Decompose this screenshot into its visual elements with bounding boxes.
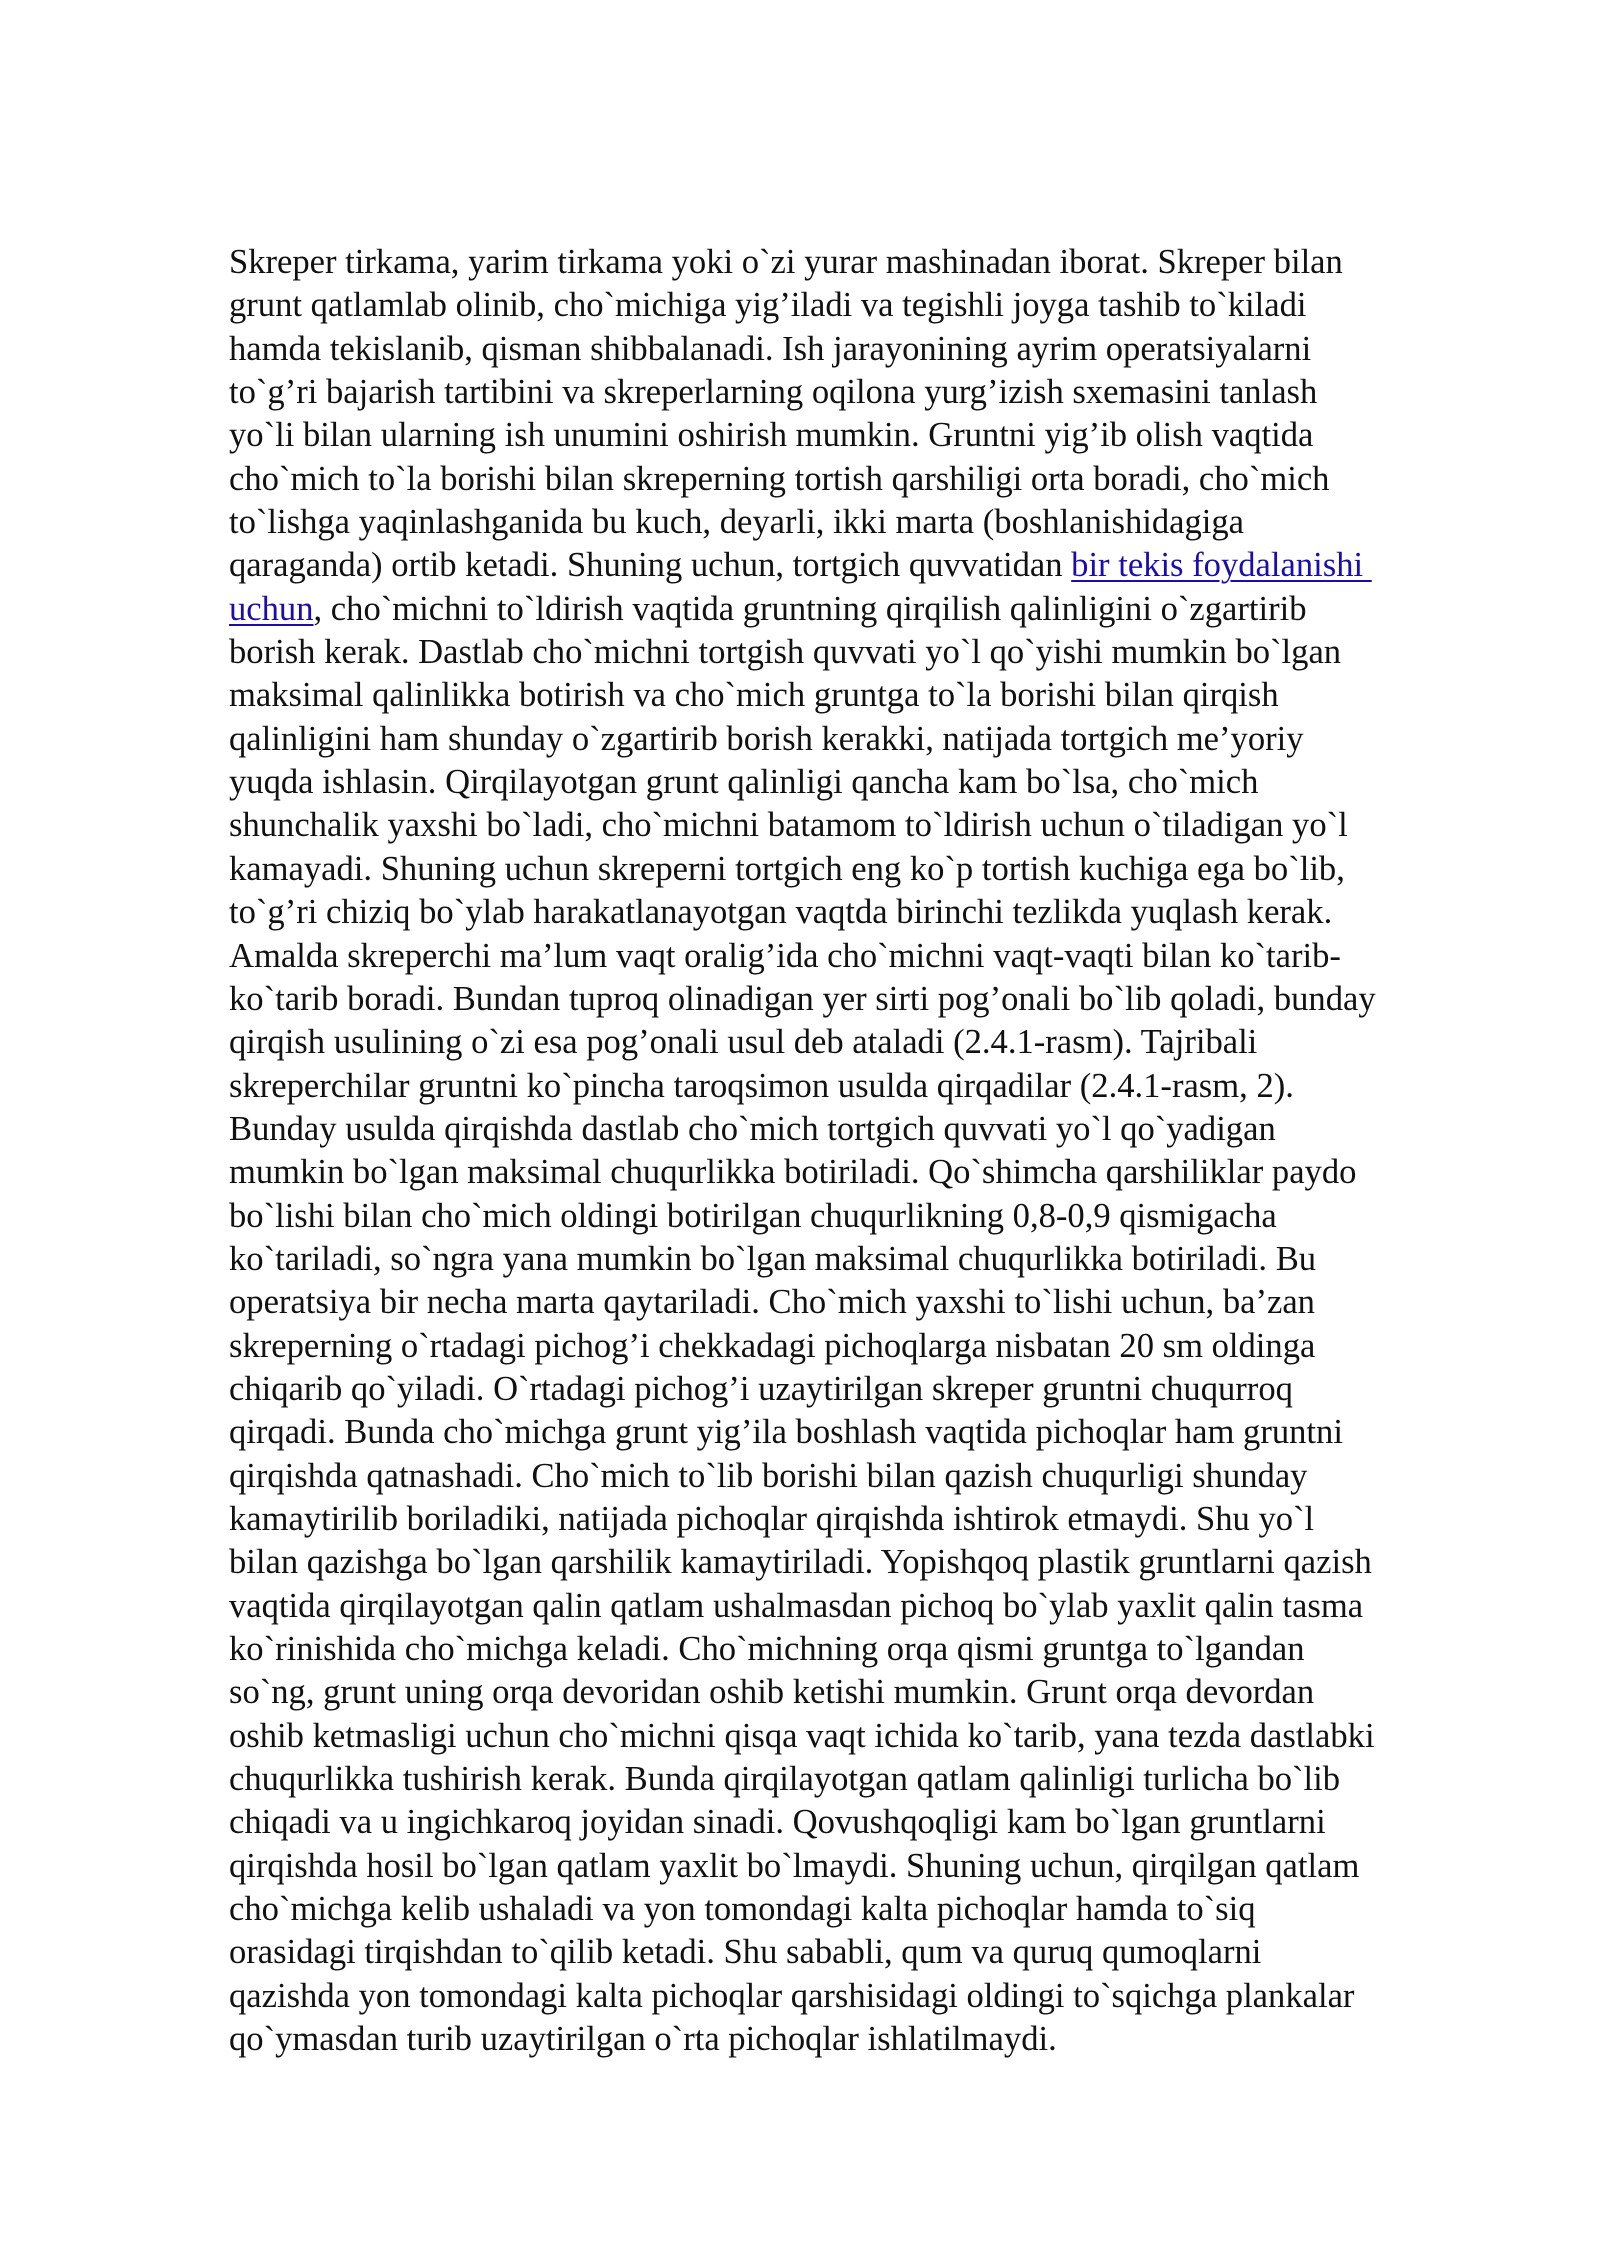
text-line: skreperning o`rtadagi pichog’i chekkadagi pichoqlarga nisbatan 20 sm oldinga	[229, 1326, 1316, 1365]
text-line: orasidagi tirqishdan to`qilib ketadi. Shu sababli, qum va quruq qumoqlarni	[229, 1933, 1262, 1972]
text-line: operatsiya bir necha marta qaytariladi. Cho`mich yaxshi to`lishi uchun, ba’zan	[229, 1283, 1315, 1322]
text-line: to`lishga yaqinlashganida bu kuch, deyarli, ikki marta (boshlanishidagiga	[229, 503, 1245, 542]
text-line: cho`michga kelib ushaladi va yon tomondagi kalta pichoqlar hamda to`siq	[229, 1890, 1256, 1929]
text-line: skreperchilar gruntni ko`pincha taroqsimon usulda qirqadilar (2.4.1-rasm, 2).	[229, 1066, 1294, 1105]
text-segment: , cho`michni to`ldirish vaqtida gruntning qirqilish qalinligini o`zgartirib	[313, 589, 1307, 628]
text-line: maksimal qalinlikka botirish va cho`mich gruntga to`la borishi bilan qirqish	[229, 676, 1279, 715]
text-line: borish kerak. Dastlab cho`michni tortgish quvvati yo`l qo`yishi mumkin bo`lgan	[229, 633, 1342, 672]
text-line: grunt qatlamlab olinib, cho`michiga yig’iladi va tegishli joyga tashib to`kiladi	[229, 286, 1307, 325]
text-line: kamayadi. Shuning uchun skreperni tortgich eng ko`p tortish kuchiga ega bo`lib,	[229, 849, 1345, 888]
text-line: Amalda skreperchi ma’lum vaqt oralig’ida cho`michni vaqt-vaqti bilan ko`tarib-	[229, 936, 1341, 975]
text-line: qirqishda hosil bo`lgan qatlam yaxlit bo`lmaydi. Shuning uchun, qirqilgan qatlam	[229, 1846, 1360, 1885]
text-line: mumkin bo`lgan maksimal chuqurlikka botiriladi. Qo`shimcha qarshiliklar paydo	[229, 1153, 1357, 1192]
text-line: ko`rinishida cho`michga keladi. Cho`michning orqa qismi gruntga to`lgandan	[229, 1630, 1305, 1668]
text-line: Bunday usulda qirqishda dastlab cho`mich tortgich quvvati yo`l qo`yadigan	[229, 1109, 1276, 1148]
text-line: to`g’ri chiziq bo`ylab harakatlanayotgan vaqtda birinchi tezlikda yuqlash kerak.	[229, 893, 1333, 932]
text-line: qirqish usulining o`zi esa pog’onali usul deb ataladi (2.4.1-rasm). Tajribali	[229, 1023, 1258, 1062]
text-line-with-link	[229, 544, 1529, 587]
body-paragraph	[229, 241, 1529, 2105]
text-line: qirqadi. Bunda cho`michga grunt yig’ila boshlash vaqtida pichoqlar ham gruntni	[229, 1413, 1343, 1452]
text-line	[229, 2061, 1529, 2104]
text-line: cho`mich to`la borishi bilan skreperning tortish qarshiligi orta boradi, cho`mich	[229, 459, 1330, 498]
text-line: chuqurlikka tushirish kerak. Bunda qirqilayotgan qatlam qalinligi turlicha bo`lib	[229, 1760, 1341, 1799]
text-line: ko`tarib boradi. Bundan tuproq olinadigan yer sirti pog’onali bo`lib qoladi, bunday	[229, 979, 1376, 1018]
text-line: vaqtida qirqilayotgan qalin qatlam ushalmasdan pichoq bo`ylab yaxlit qalin tasma	[229, 1586, 1364, 1625]
text-line: Skreper tirkama, yarim tirkama yoki o`zi yurar mashinadan iborat. Skreper bilan	[229, 243, 1343, 281]
inline-link-continued[interactable]: uchun	[229, 589, 314, 628]
text-line: chiqadi va u ingichkaroq joyidan sinadi. Qovushqoqligi kam bo`lgan gruntlarni	[229, 1803, 1326, 1842]
text-line: hamda tekislanib, qisman shibbalanadi. Ish jarayonining ayrim operatsiyalarni	[229, 329, 1312, 368]
text-line: yuqda ishlasin. Qirqilayotgan grunt qalinligi qancha kam bo`lsa, cho`mich	[229, 763, 1259, 802]
text-line: bilan qazishga bo`lgan qarshilik kamaytiriladi. Yopishqoq plastik gruntlarni qazish	[229, 1543, 1372, 1582]
text-line: yo`li bilan ularning ish unumini oshirish mumkin. Gruntni yig’ib olish vaqtida	[229, 416, 1314, 455]
text-line: bo`lishi bilan cho`mich oldingi botirilgan chuqurlikning 0,8-0,9 qismigacha	[229, 1196, 1277, 1235]
text-line: qirqishda qatnashadi. Cho`mich to`lib borishi bilan qazish chuqurligi shunday	[229, 1456, 1308, 1495]
text-line: chiqarib qo`yiladi. O`rtadagi pichog’i uzaytirilgan skreper gruntni chuqurroq	[229, 1369, 1293, 1408]
text-line: ko`tariladi, so`ngra yana mumkin bo`lgan maksimal chuqurlikka botiriladi. Bu	[229, 1239, 1317, 1278]
text-segment: qaraganda) ortib ketadi. Shuning uchun, tortgich quvvatidan	[229, 546, 1072, 585]
text-line: to`g’ri bajarish tartibini va skreperlarning oqilona yurg’izish sxemasini tanlash	[229, 373, 1318, 412]
text-line: oshib ketmasligi uchun cho`michni qisqa vaqt ichida ko`tarib, yana tezda dastlabki	[229, 1716, 1375, 1755]
text-line: shunchalik yaxshi bo`ladi, cho`michni batamom to`ldirish uchun o`tiladigan yo`l	[229, 806, 1348, 845]
text-line: so`ng, grunt uning orqa devoridan oshib ketishi mumkin. Grunt orqa devordan	[229, 1673, 1315, 1712]
text-line: qazishda yon tomondagi kalta pichoqlar qarshisidagi oldingi to`sqichga plankalar	[229, 1976, 1355, 2015]
text-line: qalinligini ham shunday o`zgartirib borish kerakki, natijada tortgich me’yoriy	[229, 719, 1304, 758]
text-line: kamaytirilib boriladiki, natijada pichoqlar qirqishda ishtirok etmaydi. Shu yo`l	[229, 1499, 1315, 1538]
inline-link[interactable]: bir tekis foydalanishi	[1071, 546, 1372, 585]
text-line-with-link	[229, 588, 1529, 631]
text-line: qo`ymasdan turib uzaytirilgan o`rta pichoqlar ishlatilmaydi.	[229, 2020, 1057, 2059]
